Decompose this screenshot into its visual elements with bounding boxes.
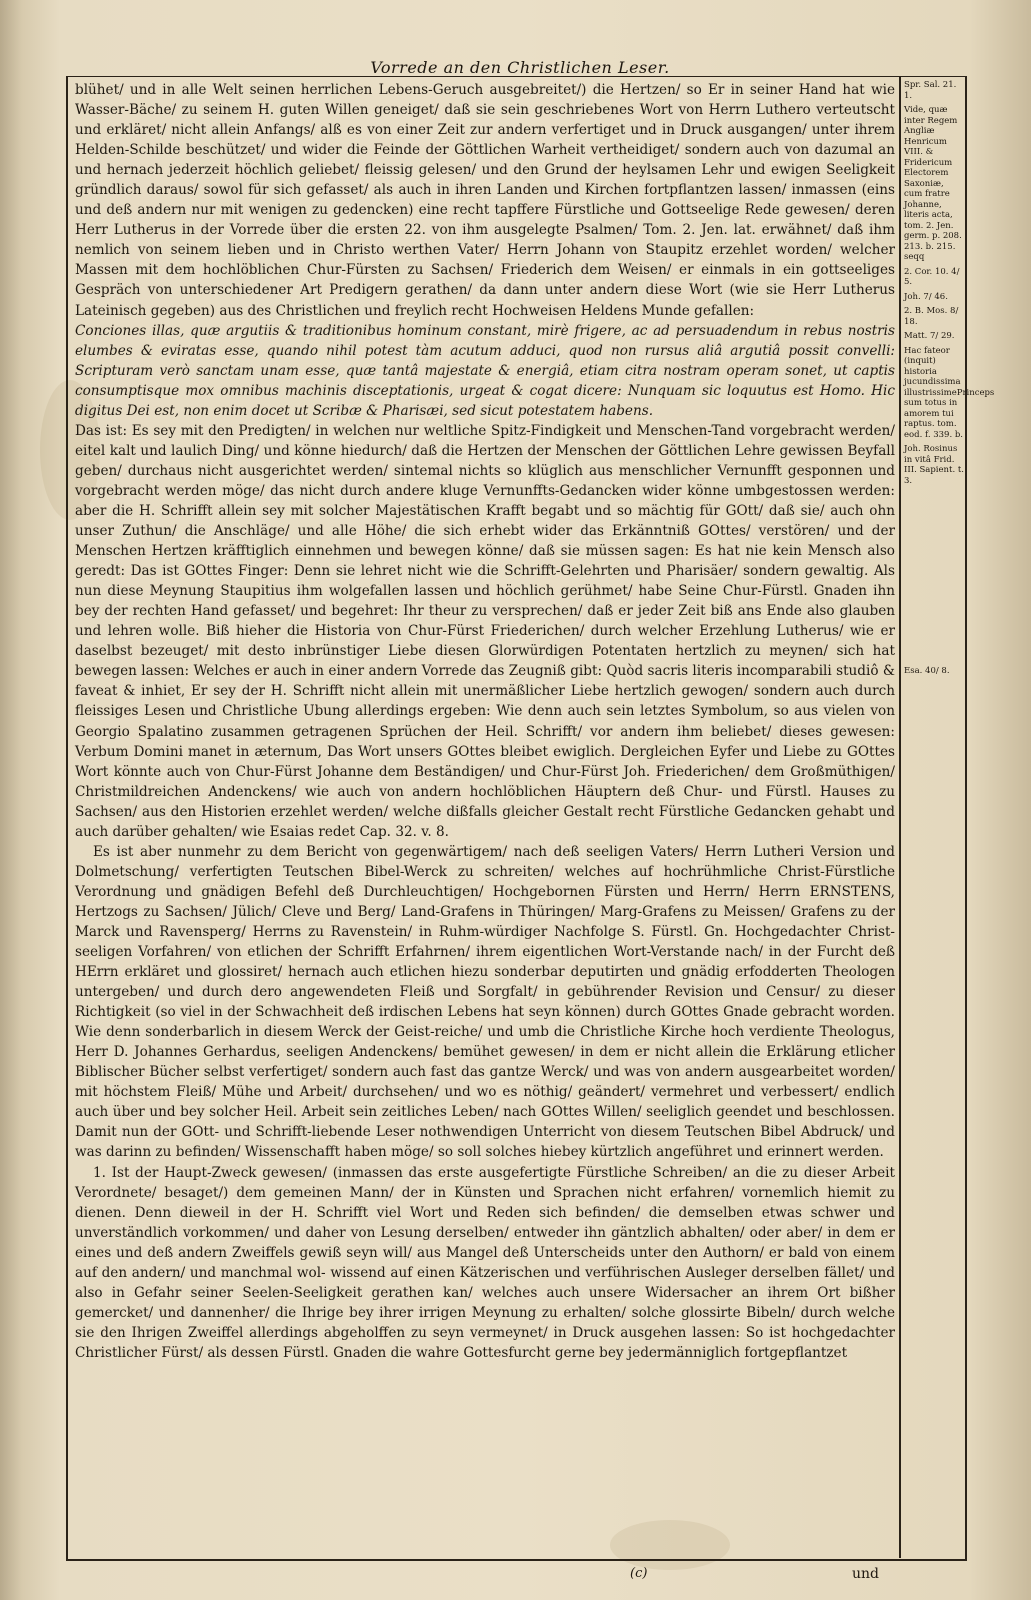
margin-note: Esa. 40/ 8.: [904, 666, 950, 676]
main-text-column: [75, 80, 895, 1552]
paragraph-2: Das ist: Es sey mit den Predigten/ in welchen nur weltliche Spitz-Findigkeit und Menschen-Tand vorgebracht werden/ eitel kalt und laulich Ding/ und könne hiedurch/ daß die Hertzen der Menschen der Göttlichen Lehre gewissen Beyfall geben/ durchaus nicht ausgerichtet werden/ sintemal nichts so klüglich aus menschlicher Vernunfft gesponnen und vorgebracht werden möge/ das nicht durch andere kluge Vernunffts-Gedancken wider könne umbgestossen werden: aber die H. Schrifft allein sey mit solcher Majestätischen Krafft begabt und so mächtig für GOtt/ daß sie/ auch ohn unser Zuthun/ die Anschläge/ und alle Höhe/ die sich erhebt wider das Erkänntniß GOttes/ verstören/ und der Menschen Hertzen kräfftiglich einnehmen und bewegen könne/ daß sie müssen sagen: Es hat nie kein Mensch also geredt: Das ist GOttes Finger: Denn sie lehret nicht wie die Schrifft-Gelehrten und Pharisäer/ sondern gewaltig. Als nun diese Meynung Staupitius ihm wolgefallen lassen und höchlich gerühmet/ habe Seine Chur-Fürstl. Gnaden ihn bey der rechten Hand gefasset/ und begehret: Ihr theur zu versprechen/ daß er jeder Zeit biß ans Ende also glauben und lehren wolle. Biß hieher die Historia von Chur-Fürst Friederichen/ durch welcher Erzehlung Lutherus/ wie er daselbst bezeuget/ mit desto inbrünstiger Liebe diesen Glorwürdigen Potentaten hertzlich zu meynen/ sich hat bewegen lassen: Welches er auch in einer andern Vorrede das Zeugniß gibt: Quòd sacris literis incomparabili studiô & faveat & inhiet, Er sey der H. Schrifft nicht allein mit unermäßlicher Liebe hertzlich gewogen/ sondern auch durch fleissiges Lesen und Christliche Ubung allerdings ergeben: Wie denn auch sein letztes Symbolum, so aus vielen von Georgio Spalatino zusammen getragenen Sprüchen der Heil. Schrifft/ vor andern ihm beliebet/ dieses gewesen: Verbum Domini manet in æternum, Das Wort unsers GOttes bleibet ewiglich. Dergleichen Eyfer und Liebe zu GOttes Wort könnte auch von Chur-Fürst Johanne dem Beständigen/ und Chur-Fürst Joh. Friederichen/ dem Großmüthigen/ Christmildreichen Andenckens/ wie auch von andern hochlöblichen Häuptern deß Chur- und Fürstl. Hauses zu Sachsen/ aus den Historien erzehlet werden/ welche dißfalls gleicher Gestalt recht Fürstliche Gedancken gehabt und auch darüber gehalten/ wie Esaias redet Cap. 32. v. 8.: [75, 422, 895, 840]
margin-rule: [899, 76, 901, 1558]
margin-notes: [904, 80, 995, 681]
paragraph-3: Es ist aber nunmehr zu dem Bericht von gegenwärtigem/ nach deß seeligen Vaters/ Herrn Lutheri Version und Dolmetschung/ verfertigten Teutschen Bibel-Werck zu schreiten/ welches auf hochrühmliche Christ-Fürstliche Verordnung und gnädigen Befehl deß Durchleuchtigen/ Hochgebornen Fürsten und Herrn/ Herrn ERNSTENS, Hertzogs zu Sachsen/ Jülich/ Cleve und Berg/ Land-Grafens in Thüringen/ Marg-Grafens zu Meissen/ Grafens zu der Marck und Ravensperg/ Herrns zu Ravenstein/ in Ruhm-würdiger Nachfolge S. Fürstl. Gn. Hochgedachter Christ-seeligen Vorfahren/ von etlichen der Schrifft Erfahrnen/ ihrem eigentlichen Wort-Verstande nach/ in der Furcht deß HErrn erkläret und glossiret/ hernach auch etlichen hiezu sonderbar deputirten und gnädig erfodderten Theologen untergeben/ und durch dero angewendeten Fleiß und Sorgfalt/ in gebührender Revision und Censur/ zu dieser Richtigkeit (so viel in der Schwachheit deß irdischen Lebens hat seyn können) durch GOttes Gnade gebracht worden. Wie denn sonderbarlich in diesem Werck der Geist-reiche/ und umb die Christliche Kirche hoch verdiente Theologus, Herr D. Johannes Gerhardus, seeligen Andenckens/ bemühet gewesen/ in dem er nicht allein die Erklärung etlicher Biblischer Bücher selbst verfertiget/ sondern auch fast das gantze Werck/ und was von andern ausgearbeitet worden/ mit höchstem Fleiß/ Mühe und Arbeit/ durchsehen/ und wo es nöthig/ geändert/ vermehret und verbessert/ endlich auch über und bey solcher Heil. Arbeit sein zeitliches Leben/ nach GOttes Willen/ seeliglich geendet und beschlossen. Damit nun der GOtt- und Schrifft-liebende Leser nothwendigen Unterricht von diesem Teutschen Bibel Abdruck/ und was darinn zu befinden/ Wissenschafft haben möge/ so soll solches hiebey kürtzlich angeführet und erinnert werden.: [75, 843, 895, 1161]
margin-note: Joh. Rosinus in vitâ Frid. III. Sapient. t. 3.: [904, 444, 964, 486]
margin-note: Matt. 7/ 29.: [904, 331, 955, 341]
margin-note: 2. B. Mos. 8/ 18.: [904, 306, 959, 327]
margin-note: 2. Cor. 10. 4/ 5.: [904, 266, 960, 287]
margin-note: Joh. 7/ 46.: [904, 291, 948, 302]
margin-note: Spr. Sal. 21. 1.: [904, 80, 957, 101]
paragraph-1: blühet/ und in alle Welt seinen herrlichen Lebens-Geruch ausgebreitet/) die Hertzen/ so Er in seiner Hand hat wie Wasser-Bäche/ zu seinem H. guten Willen geneiget/ daß sie sein geschriebenes Wort von Herrn Luthero verteutscht und erkläret/ nicht allein Anfangs/ alß es von einer Zeit zur andern verfertiget und in Druck ausgangen/ unter ihrem Helden-Schilde beschützet/ und wider die Feinde der Göttlichen Warheit vertheidiget/ sondern auch von dazumal an und hernach jederzeit höchlich geliebet/ fleissig gelesen/ und den Grund der heylsamen Lehr und ewigen Seeligkeit gründlich daraus/ sowol für sich gefasset/ als auch in ihren Landen und Kirchen fortpflantzen lassen/ inmassen (eins und deß andern nur mit wenigen zu gedencken) eine recht tapffere Fürstliche und Gottseelige Rede gewesen/ deren Herr Lutherus in der Vorrede über die ersten 22. von ihm ausgelegte Psalmen/ Tom. 2. Jen. lat. erwähnet/ daß ihm nemlich von seinem lieben und in Christo werthen Vater/ Herrn Johann von Staupitz erzehlet worden/ welcher Massen mit dem hochlöblichen Chur-Fürsten zu Sachsen/ Friederich dem Weisen/ er einmals in ein gottseeliges Gespräch von unterschiedener Art Predigern gerathen/ da dann unter andern diese Wort (wie sie Herr Lutherus Lateinisch gegeben) aus des Christlichen und freylich recht Hochweisen Heldens Munde gefallen:: [75, 82, 895, 319]
signature-mark: (c): [630, 1566, 648, 1581]
running-header: Vorrede an den Christlichen Leser.: [370, 58, 670, 77]
margin-note: Hac fateor (inquit) historia jucundissima illustrissimePrinceps sum totus in amorem tui raptus. tom. eod. f. 339. b.: [904, 345, 995, 440]
catchword: und: [852, 1566, 879, 1582]
margin-note: Vide, quæ inter Regem Angliæ Henricum VIII. & Fridericum Electorem Saxoniæ, cum fratre Johanne, literis acta, tom. 2. Jen. germ. p. 208. 213. b. 215. seqq: [904, 105, 962, 262]
paragraph-4: 1. Ist der Haupt-Zweck gewesen/ (inmassen das erste ausgefertigte Fürstliche Schreiben/ an die zu dieser Arbeit Verordnete/ besaget/) dem gemeinen Mann/ der in Künsten und Sprachen nicht erfahren/ vornemlich hiemit zu dienen. Denn dieweil in der H. Schrifft viel Wort und Reden sich befinden/ die demselben etwas schwer und unverständlich vorkommen/ und daher von Lesung derselben/ entweder ihn gäntzlich abhalten/ oder aber/ in dem er eines und deß andern Zweiffels gewiß seyn will/ aus Mangel deß Unterscheids unter den Authorn/ er bald von einem auf den andern/ und manchmal wol- wissend auf einen Kätzerischen und verführischen Ausleger derselben fället/ und also in Gefahr seiner Seelen-Seeligkeit gerathen kan/ welches auch unsere Widersacher an ihrem Ort bißher gemercket/ und dannenher/ die Ihrige bey ihrer irrigen Meynung zu erhalten/ solche glossirte Bibeln/ durch welche sie den Ihrigen Zweiffel allerdings abgeholffen zu seyn vermeynet/ in Druck ausgehen lassen: So ist hochgedachter Christlicher Fürst/ als dessen Fürstl. Gnaden die wahre Gottesfurcht gerne bey jedermänniglich fortgepflantzet: [75, 1164, 895, 1361]
paragraph-latin-quote: Conciones illas, quæ argutiis & traditionibus hominum constant, mirè frigere, ac ad persuadendum in rebus nostris elumbes & eviratas esse, quando nihil potest tàm acutum adduci, quod non rursus aliâ argutiâ possit convelli: Scripturam verò sanctam unam esse, quæ tantâ majestate & energiâ, etiam citra nostram operam sonet, ut captis consumptisque mox omnibus machinis disceptationis, urgeat & cogat dicere: Nunquam sic loquutus est Homo. Hic digitus Dei est, non enim docet ut Scribæ & Pharisæi, sed sicut potestatem habens.: [75, 322, 895, 419]
